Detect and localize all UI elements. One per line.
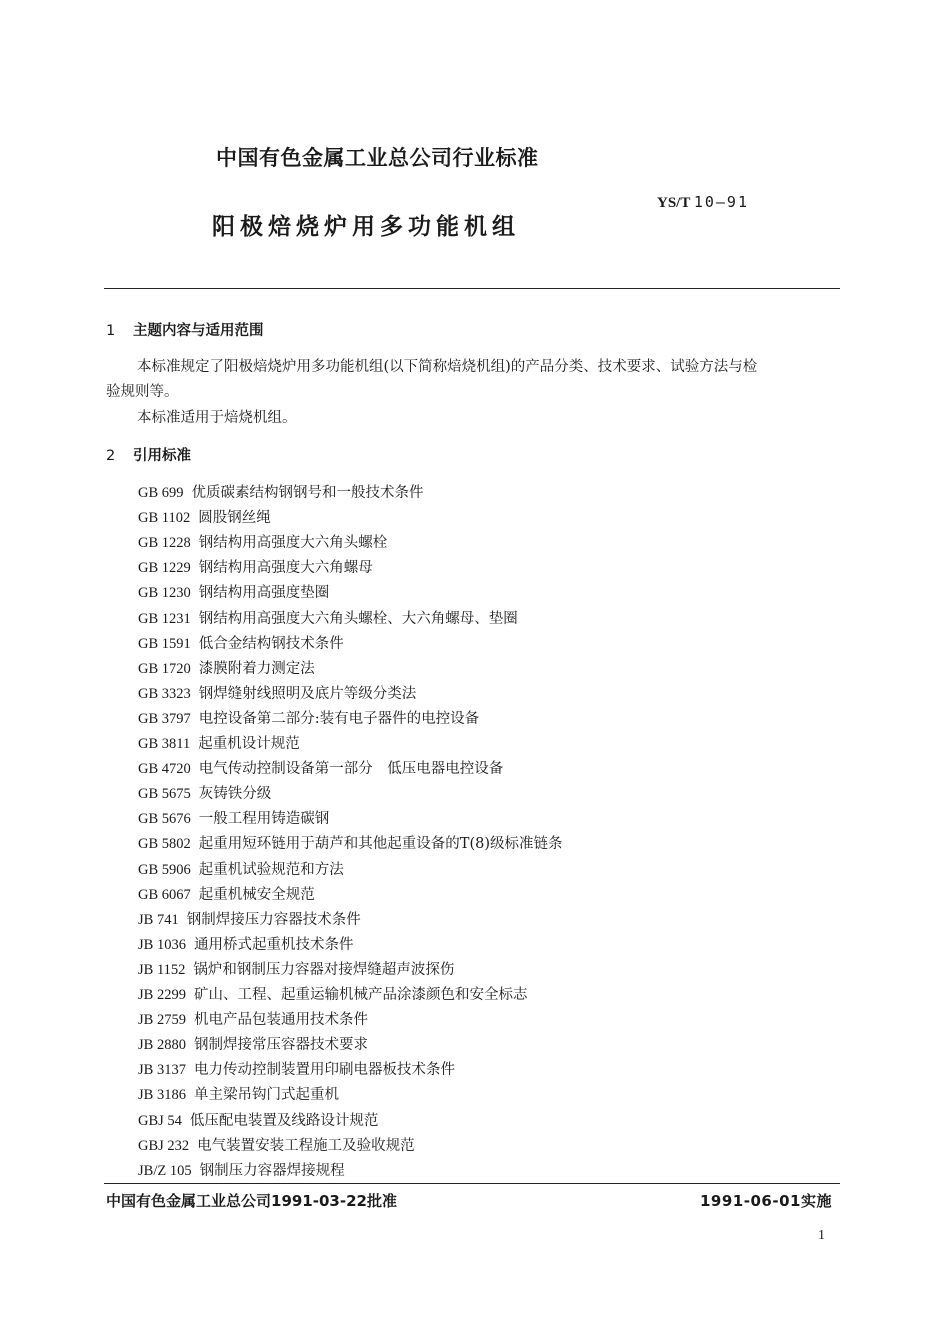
reference-title: 优质碳素结构钢钢号和一般技术条件 bbox=[191, 485, 424, 501]
org-title: 中国有色金属工业总公司行业标准 bbox=[216, 146, 539, 170]
section-1-para-1-line-2: 验规则等。 bbox=[106, 384, 179, 400]
reference-item bbox=[138, 807, 329, 828]
reference-code: GB 4720 bbox=[138, 761, 191, 777]
reference-code: JB/Z 105 bbox=[138, 1163, 192, 1179]
reference-title: 锅炉和钢制压力容器对接焊缝超声波探伤 bbox=[193, 962, 455, 978]
reference-item bbox=[138, 782, 271, 803]
reference-code: JB 741 bbox=[138, 912, 179, 928]
reference-item bbox=[138, 1159, 345, 1180]
reference-title: 钢焊缝射线照明及底片等级分类法 bbox=[198, 686, 417, 702]
reference-code: GB 1720 bbox=[138, 661, 191, 677]
reference-code: GB 5906 bbox=[138, 862, 191, 878]
reference-code: GBJ 54 bbox=[138, 1113, 182, 1129]
reference-title: 一般工程用铸造碳钢 bbox=[198, 811, 330, 827]
section-2-title: 引用标准 bbox=[133, 448, 191, 464]
reference-item bbox=[138, 832, 563, 853]
reference-title: 电气装置安装工程施工及验收规范 bbox=[197, 1138, 415, 1154]
reference-item bbox=[138, 908, 361, 929]
implementation-date: 1991-06-01实施 bbox=[700, 1192, 832, 1210]
reference-item bbox=[138, 1008, 368, 1029]
reference-code: GB 1230 bbox=[138, 585, 191, 601]
reference-title: 灰铸铁分级 bbox=[198, 786, 272, 802]
reference-title: 钢结构用高强度垫圈 bbox=[198, 585, 330, 601]
reference-item bbox=[138, 1033, 368, 1054]
reference-item bbox=[138, 732, 300, 753]
reference-item bbox=[138, 506, 271, 527]
reference-item bbox=[138, 1109, 378, 1130]
reference-code: GB 699 bbox=[138, 485, 184, 501]
reference-code: GB 1102 bbox=[138, 510, 191, 526]
section-2-number: 2 bbox=[106, 448, 116, 464]
section-1-para-1-line-1: 本标准规定了阳极焙烧炉用多功能机组(以下简称焙烧机组)的产品分类、技术要求、试验方法与检 bbox=[137, 359, 758, 375]
reference-item bbox=[138, 657, 315, 678]
reference-item bbox=[138, 958, 454, 979]
reference-code: GB 1591 bbox=[138, 636, 191, 652]
section-1-title: 主题内容与适用范围 bbox=[133, 323, 264, 339]
reference-item bbox=[138, 632, 344, 653]
reference-title: 钢结构用高强度大六角螺母 bbox=[198, 560, 373, 576]
reference-title: 电力传动控制装置用印刷电器板技术条件 bbox=[193, 1062, 455, 1078]
reference-title: 单主梁吊钩门式起重机 bbox=[193, 1087, 339, 1103]
reference-title: 钢制压力容器焊接规程 bbox=[199, 1163, 345, 1179]
reference-item bbox=[138, 757, 503, 778]
reference-item bbox=[138, 883, 315, 904]
reference-code: GB 1228 bbox=[138, 535, 191, 551]
reference-item bbox=[138, 1058, 455, 1079]
reference-code: JB 1036 bbox=[138, 937, 186, 953]
reference-code: JB 2880 bbox=[138, 1037, 186, 1053]
reference-item bbox=[138, 1083, 339, 1104]
reference-title: 起重机设计规范 bbox=[198, 736, 300, 752]
reference-code: JB 3137 bbox=[138, 1062, 186, 1078]
reference-code: GBJ 232 bbox=[138, 1138, 190, 1154]
reference-title: 低合金结构钢技术条件 bbox=[198, 636, 344, 652]
reference-title: 机电产品包装通用技术条件 bbox=[193, 1012, 368, 1028]
reference-item bbox=[138, 531, 387, 552]
reference-title: 钢结构用高强度大六角头螺栓 bbox=[198, 535, 388, 551]
reference-item bbox=[138, 858, 344, 879]
approval-line: 中国有色金属工业总公司1991-03-22批准 bbox=[106, 1192, 397, 1210]
reference-title: 钢制焊接压力容器技术条件 bbox=[186, 912, 361, 928]
reference-item bbox=[138, 607, 518, 628]
reference-title: 电控设备第二部分:装有电子器件的电控设备 bbox=[198, 711, 480, 727]
reference-title: 圆股钢丝绳 bbox=[198, 510, 271, 526]
reference-title: 漆膜附着力测定法 bbox=[198, 661, 315, 677]
reference-title: 矿山、工程、起重运输机械产品涂漆颜色和安全标志 bbox=[193, 987, 528, 1003]
reference-item bbox=[138, 983, 527, 1004]
reference-code: GB 1229 bbox=[138, 560, 191, 576]
reference-title: 钢制焊接常压容器技术要求 bbox=[193, 1037, 368, 1053]
reference-code: GB 5676 bbox=[138, 811, 191, 827]
reference-code: GB 5675 bbox=[138, 786, 191, 802]
reference-title: 起重机械安全规范 bbox=[198, 887, 315, 903]
reference-code: GB 1231 bbox=[138, 611, 191, 627]
header-divider bbox=[104, 288, 840, 289]
reference-code: JB 2759 bbox=[138, 1012, 186, 1028]
section-2-heading bbox=[106, 444, 191, 465]
section-1-heading bbox=[106, 319, 264, 340]
reference-code: JB 2299 bbox=[138, 987, 186, 1003]
document-title: 阳极焙烧炉用多功能机组 bbox=[212, 214, 520, 240]
standard-code-prefix: YS/T bbox=[657, 195, 691, 211]
reference-code: GB 3811 bbox=[138, 736, 191, 752]
section-1-number: 1 bbox=[106, 323, 116, 339]
reference-item bbox=[138, 481, 424, 502]
reference-code: GB 3797 bbox=[138, 711, 191, 727]
reference-title: 钢结构用高强度大六角头螺栓、大六角螺母、垫圈 bbox=[198, 611, 518, 627]
reference-title: 起重用短环链用于葫芦和其他起重设备的T(8)级标准链条 bbox=[198, 836, 563, 852]
reference-item bbox=[138, 581, 329, 602]
reference-title: 电气传动控制设备第一部分 低压电器电控设备 bbox=[198, 761, 504, 777]
footer-divider bbox=[104, 1183, 840, 1184]
reference-item bbox=[138, 556, 373, 577]
reference-code: JB 1152 bbox=[138, 962, 186, 978]
section-1-para-2: 本标准适用于焙烧机组。 bbox=[137, 410, 297, 426]
reference-title: 低压配电装置及线路设计规范 bbox=[189, 1113, 379, 1129]
reference-item bbox=[138, 933, 353, 954]
reference-title: 通用桥式起重机技术条件 bbox=[193, 937, 354, 953]
reference-code: GB 3323 bbox=[138, 686, 191, 702]
page-number: 1 bbox=[818, 1228, 825, 1243]
reference-code: GB 6067 bbox=[138, 887, 191, 903]
reference-code: GB 5802 bbox=[138, 836, 191, 852]
reference-item bbox=[138, 1134, 415, 1155]
reference-item bbox=[138, 682, 416, 703]
standard-code bbox=[657, 193, 749, 212]
reference-item bbox=[138, 707, 479, 728]
reference-title: 起重机试验规范和方法 bbox=[198, 862, 344, 878]
standard-code-number: 10—91 bbox=[693, 193, 749, 211]
reference-code: JB 3186 bbox=[138, 1087, 186, 1103]
